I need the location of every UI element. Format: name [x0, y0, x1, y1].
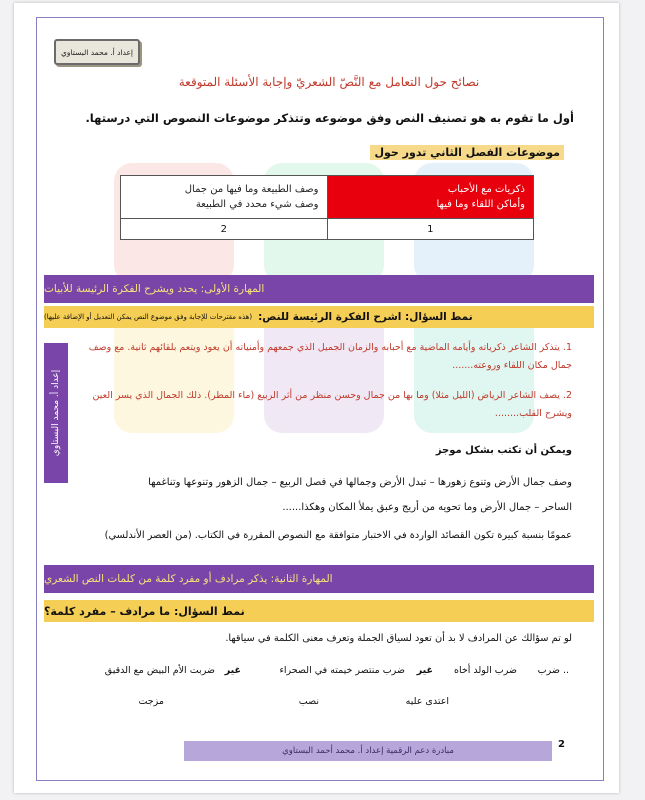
- skill2-note: لو تم سؤالك عن المرادف لا بد أن تعود لسياق الجملة وتعرف معنى الكلمة في سياقها.: [225, 633, 572, 644]
- skill2-question: نمط السؤال: ما مرادف – مفرد كلمة؟: [44, 604, 245, 618]
- answer-2: نصب: [298, 696, 319, 707]
- skill2-question-bar: [44, 600, 594, 622]
- brief-point-2: الساحر – جمال الأرض وما تحويه من أريج وعبق يملأ المكان وهكذا......: [282, 502, 572, 513]
- example-sentence-1: ضرب الولد أخاه: [454, 665, 517, 676]
- brief-label: ويمكن أن تكتب بشكل موجز: [435, 445, 572, 456]
- brief-points: [62, 470, 572, 520]
- topic-cell-2: [121, 176, 328, 219]
- example-gap-1: غير: [416, 665, 433, 676]
- skill2-title: المهارة الثانية: يذكر مرادف أو مفرد كلمة من كلمات النص الشعري: [44, 573, 333, 585]
- answer-1: اعتدى عليه: [405, 696, 449, 707]
- author-label: إعداد أ. محمد البستاوي: [54, 39, 140, 65]
- example-sentence-2: ضرب منتصر خيمته في الصحراء: [279, 665, 405, 676]
- footer-banner: مبادرة دعم الرقمية إعداد أ. محمد أحمد البستاوي: [184, 741, 552, 761]
- topics-label: موضوعات الفصل الثاني تدور حول: [370, 145, 564, 160]
- topic-number-2: 2: [121, 219, 328, 240]
- skill2-banner: [44, 565, 594, 593]
- topic-number-1: 1: [327, 219, 534, 240]
- page-number: 2: [558, 739, 565, 750]
- skill1-question-bar: [44, 306, 594, 328]
- topics-table: [120, 175, 534, 240]
- topic-2-line1: وصف الطبيعة وما فيها من جمال: [184, 184, 319, 195]
- brief-point-1: وصف جمال الأرض وتنوع زهورها – تبدل الأرض وجمالها في فصل الربيع – جمال الزهور وتنوعها وتناغمها: [148, 477, 572, 488]
- document-page: [14, 3, 619, 793]
- page-title: نصائح حول التعامل مع النَّصّ الشعريّ وإجابة الأسئلة المتوقعة: [178, 75, 480, 89]
- side-author-text: إعداد أ. محمد البستاوي: [51, 369, 62, 457]
- topic-1-line2: وأماكن اللقاء وما فيها: [436, 199, 525, 210]
- example-word: ضرب ..: [537, 665, 569, 676]
- skill1-title: المهارة الأولى: يحدد ويشرح الفكرة الرئيسة للأبيات: [44, 283, 265, 295]
- idea-item-2: 2. يصف الشاعر الرياض (الليل مثلا) وما بها من جمال وحسن منظر من أثر الربيع (ماء المطر). ذلك الجمال الذي يسر العين ويشرح القلب........: [92, 390, 572, 420]
- example-gap-2: غير: [224, 665, 241, 676]
- skill1-question: نمط السؤال: اشرح الفكرة الرئيسة للنص:: [258, 311, 473, 323]
- example-sentence-3: ضربت الأم البيض مع الدقيق: [104, 665, 215, 676]
- general-note: عمومًا بنسبة كبيرة تكون القصائد الواردة في الاختبار متوافقة مع النصوص المقررة في الكتاب. (من العصر الأندلسي): [104, 530, 572, 541]
- topic-1-line1: ذكريات مع الأحباب: [447, 184, 525, 195]
- idea-item-1: 1. يتذكر الشاعر ذكرياته وأيامه الماضية مع أحبابه والزمان الجميل الذي جمعهم وأمنياته أن يعود ويتعم بلقائهم ثانية. مع وصف جمال مكان اللقاء وروعته.......: [88, 342, 572, 372]
- side-author-label: [44, 343, 68, 483]
- topic-2-line2: وصف شيء محدد في الطبيعة: [195, 199, 319, 210]
- skill1-banner: [44, 275, 594, 303]
- topic-cell-1: [327, 176, 534, 219]
- answer-3: مزجت: [138, 696, 164, 707]
- skill1-note: (هذه مقترحات للإجابة وفق موضوع النص يمكن التعديل أو الإضافة عليها): [44, 313, 253, 321]
- intro-text: أول ما تقوم به هو تصنيف النص وفق موضوعه وتتذكر موضوعات النصوص التي درستها.: [85, 111, 574, 125]
